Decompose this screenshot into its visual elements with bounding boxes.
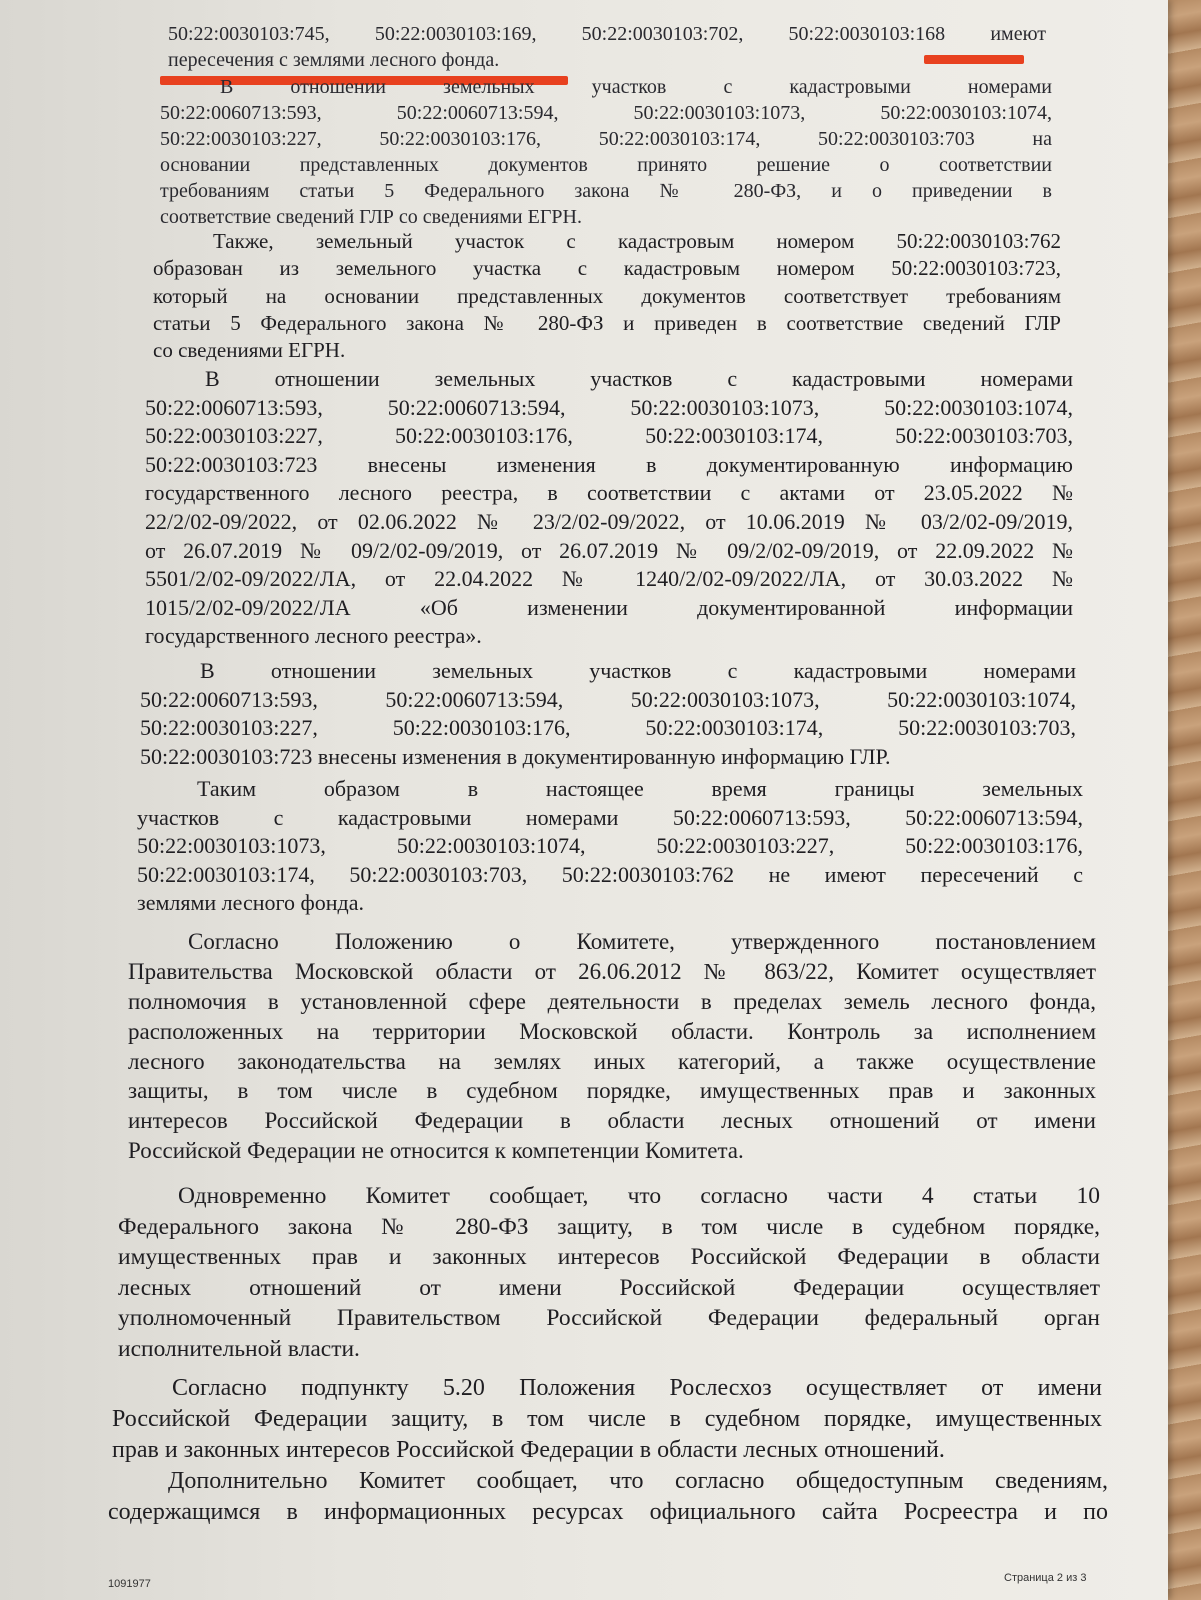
text-line: уполномоченный Правительством Российской Федерации федеральный орган (118, 1305, 1100, 1332)
text-line: Одновременно Комитет сообщает, что согласно части 4 статьи 10 (178, 1183, 1100, 1209)
text-line: имущественных прав и законных интересов Российской Федерации в области (118, 1244, 1100, 1271)
text-line: 50:22:0060713:593, 50:22:0060713:594, 50:22:0030103:1073, 50:22:0030103:1074, (140, 686, 1076, 712)
document-number: 1091977 (108, 1578, 151, 1590)
text-line: 50:22:0060713:593, 50:22:0060713:594, 50:22:0030103:1073, 50:22:0030103:1074, (145, 394, 1073, 420)
text-line: 50:22:0030103:227, 50:22:0030103:176, 50:22:0030103:174, 50:22:0030103:703 на (160, 128, 1052, 150)
text-line: 22/2/02-09/2022, от 02.06.2022 № 23/2/02-09/2022, от 10.06.2019 № 03/2/02-09/2019, (145, 508, 1073, 534)
text-line: 1015/2/02-09/2022/ЛА «Об изменении документированной информации (145, 594, 1073, 620)
text-line: Дополнительно Комитет сообщает, что согласно общедоступным сведениям, (168, 1468, 1108, 1494)
text-line: Российской Федерации не относится к компетенции Комитета. (128, 1138, 744, 1164)
text-line: Согласно подпункту 5.20 Положения Рослесхоз осуществляет от имени (172, 1375, 1102, 1401)
text-line: содержащимся в информационных ресурсах официального сайта Росреестра и по (108, 1499, 1108, 1526)
text-line: интересов Российской Федерации в области лесных отношений от имени (128, 1108, 1096, 1134)
text-line: В отношении земельных участков с кадастровыми номерами (205, 366, 1073, 391)
text-line: В отношении земельных участков с кадастровыми номерами (200, 658, 1076, 683)
text-line: участков с кадастровыми номерами 50:22:0060713:593, 50:22:0060713:594, (137, 804, 1083, 830)
text-line: исполнительной власти. (118, 1335, 360, 1362)
paragraph-3 (145, 364, 1073, 650)
text-line: 50:22:0030103:723 внесены изменения в документированную информацию (145, 451, 1073, 477)
text-line: Согласно Положению о Комитете, утвержденного постановлением (188, 929, 1096, 954)
text-line: 50:22:0030103:174, 50:22:0030103:703, 50:22:0030103:762 не имеют пересечений с (137, 861, 1083, 887)
text-line: 50:22:0030103:723 внесены изменения в документированную информацию ГЛР. (140, 743, 891, 769)
paragraph-1 (160, 74, 1052, 230)
text-line: основании представленных документов принято решение о соответствии (160, 154, 1052, 176)
text-line: со сведениями ЕГРН. (153, 338, 346, 363)
text-line: В отношении земельных участков с кадастровыми номерами (220, 76, 1052, 98)
text-line: землями лесного фонда. (137, 890, 364, 916)
text-line: 50:22:0030103:745, 50:22:0030103:169, 50:22:0030103:702, 50:22:0030103:168 имеют (168, 23, 1046, 45)
paragraph-5 (137, 774, 1083, 917)
text-line: 50:22:0030103:227, 50:22:0030103:176, 50:22:0030103:174, 50:22:0030103:703, (140, 715, 1076, 741)
paragraph-9 (108, 1466, 1108, 1528)
text-line: 50:22:0030103:1073, 50:22:0030103:1074, 50:22:0030103:227, 50:22:0030103:176, (137, 833, 1083, 859)
red-underline-marker (924, 55, 1024, 64)
text-line: статьи 5 Федерального закона № 280-ФЗ и приведен в соответствие сведений ГЛР (153, 310, 1061, 335)
text-line: от 26.07.2019 № 09/2/02-09/2019, от 26.07.2019 № 09/2/02-09/2019, от 22.09.2022 № (145, 537, 1073, 563)
text-line: государственного лесного реестра». (145, 623, 482, 649)
page-indicator: Страница 2 из 3 (1004, 1572, 1087, 1584)
text-line: Также, земельный участок с кадастровым номером 50:22:0030103:762 (213, 229, 1061, 253)
paragraph-8 (112, 1373, 1102, 1467)
text-line: полномочия в установленной сфере деятельности в пределах земель лесного фонда, (128, 988, 1096, 1014)
text-line: образован из земельного участка с кадастровым номером 50:22:0030103:723, (153, 256, 1061, 281)
text-line: пересечения с землями лесного фонда. (168, 49, 500, 71)
text-line: 50:22:0060713:593, 50:22:0060713:594, 50:22:0030103:1073, 50:22:0030103:1074, (160, 102, 1052, 124)
paragraph-4 (140, 656, 1076, 770)
text-line: требованиям статьи 5 Федерального закона № 280-ФЗ, и о приведении в (160, 180, 1052, 202)
text-line: Федерального закона № 280-ФЗ защиту, в том числе в судебном порядке, (118, 1213, 1100, 1240)
paragraph-6 (128, 926, 1096, 1165)
text-line: 5501/2/02-09/2022/ЛА, от 22.04.2022 № 1240/2/02-09/2022/ЛА, от 30.03.2022 № (145, 566, 1073, 592)
text-line: лесного законодательства на землях иных категорий, а также осуществление (128, 1048, 1096, 1074)
top-fragment (168, 22, 1046, 74)
text-line: который на основании представленных документов соответствует требованиям (153, 283, 1061, 308)
text-line: соответствие сведений ГЛР со сведениями ЕГРН. (160, 206, 582, 228)
paragraph-2 (153, 228, 1061, 364)
text-line: 50:22:0030103:227, 50:22:0030103:176, 50:22:0030103:174, 50:22:0030103:703, (145, 423, 1073, 449)
text-line: Российской Федерации защиту, в том числе в судебном порядке, имущественных (112, 1406, 1102, 1433)
text-line: Правительства Московской области от 26.06.2012 № 863/22, Комитет осуществляет (128, 958, 1096, 984)
text-line: прав и законных интересов Российской Федерации в области лесных отношений. (112, 1437, 945, 1464)
paragraph-7 (118, 1180, 1100, 1363)
text-line: государственного лесного реестра, в соответствии с актами от 23.05.2022 № (145, 480, 1073, 506)
text-line: расположенных на территории Московской области. Контроль за исполнением (128, 1018, 1096, 1044)
text-line: Таким образом в настоящее время границы земельных (197, 776, 1083, 801)
text-line: защиты, в том числе в судебном порядке, имущественных прав и законных (128, 1078, 1096, 1104)
text-line: лесных отношений от имени Российской Федерации осуществляет (118, 1274, 1100, 1301)
